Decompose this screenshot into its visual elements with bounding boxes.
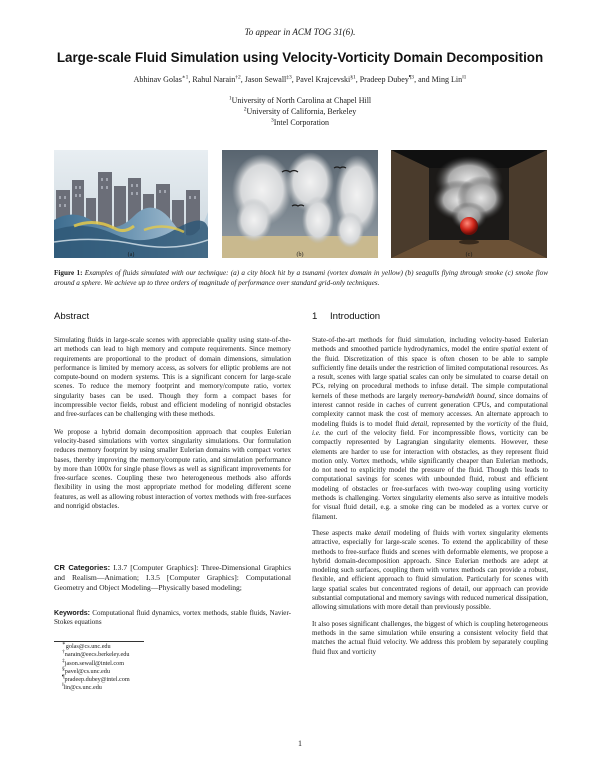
- affiliation-text: University of North Carolina at Chapel Hill: [231, 96, 372, 105]
- affiliation: [0, 107, 600, 116]
- introduction-body: [312, 336, 548, 657]
- author-mark: ‖1: [462, 74, 467, 81]
- cr-categories-text: I.3.7 [Computer Graphics]: Three-Dimensional Graphics and Realism—Animation; I.3.5 [Computer Graphics]: Computational Geometry and Object Modeling—Physically based modeling;: [54, 563, 291, 592]
- footnotes: [62, 640, 130, 693]
- keywords-label: Keywords:: [54, 610, 91, 617]
- abstract-paragraph-2: We propose a hybrid domain decomposition approach that couples Eulerian velocity-based simulations with vortex singularity simulations. Our formulation reduces memory footprint by using smaller Eulerian domains with compact vortex bases, thereby improving the memory/compute ratio, and simulation performance by more than 1000x for single phase flows as well as significant improvements for free-surface scenes. Coupling these two heterogeneous methods also affords flexibility in using the most appropriate method for modeling different scene features, as well as allowing robust interaction of vortex methods with free-surfaces and nonrigid obstacles.: [54, 427, 291, 511]
- footnote-mark: ‡: [62, 657, 65, 664]
- footnote-email: golas@cs.unc.edu: [65, 643, 111, 650]
- footnote-email: pradeep.dubey@intel.com: [64, 676, 130, 684]
- footnote: [62, 665, 130, 676]
- author: Pavel Krajcevski: [295, 75, 351, 84]
- page-number: 1: [298, 739, 302, 748]
- footnote-email: jason.sewall@intel.com: [64, 659, 125, 667]
- footnote-email: pavel@cs.unc.edu: [64, 667, 110, 675]
- author-mark: ¶3: [408, 74, 415, 81]
- affiliation: [0, 96, 600, 105]
- affiliation-mark: 3: [270, 117, 274, 124]
- author: Pradeep Dubey: [359, 75, 409, 84]
- author: Rahul Narain: [192, 75, 236, 84]
- affiliation-mark: 1: [228, 95, 232, 102]
- keywords: [54, 609, 291, 628]
- author-mark: ‡3: [286, 74, 292, 81]
- figure-panel-a-image: [54, 150, 208, 258]
- footnote-mark: †: [62, 649, 65, 656]
- author-mark: †2: [235, 74, 241, 81]
- figure-label-b: (b): [296, 252, 304, 258]
- cr-categories-label: CR Categories:: [54, 563, 111, 572]
- affiliation: [0, 118, 600, 127]
- footnote: [62, 657, 130, 668]
- footnote-divider: [54, 641, 144, 642]
- paper-title: Large-scale Fluid Simulation using Velocity-Vorticity Domain Decomposition: [56, 50, 544, 65]
- author-mark: §1: [350, 74, 356, 81]
- abstract-body: [54, 336, 291, 511]
- author: Ming Lin: [431, 75, 463, 84]
- abstract-paragraph-1: Simulating fluids in large-scale scenes with appreciable quality using state-of-the-art methods can lead to high memory and compute requirements. Since memory requirements are proportional to the product of domain dimensions, simulation performance is limited by memory access, as solvers for elliptic problems are not compute-bound on modern systems. This is a significant concern for large-scale scenes. To reduce the memory footprint and memory/compute ratio, vortex singularity bases can be used. Though they form a compact bases for incompressible vector fields, robust and efficient modeling of nonrigid obstacles and free-surfaces can be challenging with these methods.: [54, 336, 291, 419]
- footnote-mark: ‖: [62, 682, 64, 689]
- author-mark: ∗1: [181, 74, 189, 81]
- footnote-mark: §: [62, 665, 65, 672]
- figure-caption: [54, 268, 548, 289]
- footnote-email: lin@cs.unc.edu: [63, 684, 102, 692]
- cr-categories: [54, 563, 291, 593]
- affiliation-mark: 2: [243, 106, 247, 113]
- author: Jason Sewall: [244, 75, 287, 84]
- footnote-mark: ¶: [62, 674, 65, 681]
- footnote: [62, 651, 130, 659]
- footnote: [62, 684, 130, 692]
- figure-label-a: (a): [127, 252, 135, 258]
- introduction-paragraph-3: It also poses significant challenges, the biggest of which is coupling heterogeneous methods in the same simulation while ensuring a consistent velocity field that matches the actual fluid velocity. We address this problem by separately coupling fluid flux and vorticity: [312, 619, 548, 656]
- figure-panel-b-image: [222, 150, 378, 258]
- figure-caption-label: Figure 1:: [54, 269, 83, 277]
- introduction-heading: [312, 311, 380, 322]
- affiliation-text: Intel Corporation: [273, 118, 330, 127]
- section-number: 1: [312, 311, 318, 322]
- introduction-paragraph-1: State-of-the-art methods for fluid simulation, including velocity-based Eulerian methods and smoothed particle hydrodynamics, model the entire spatial extent of the fluid. Discretization of this space is often chosen to be able to sample sufficiently fine details under the restriction of limited computational resources. As a result, scenes with large spatial scales can only be simulated to coarse detail on PCs, relying on procedural methods to infuse detail. The simple computational kernels of these methods are largely memory-bandwidth bound, since domains of interest cannot reside in caches of current generation CPUs, and computational complexity cannot mask the cost of memory accesses. An alternate approach to modeling fluids is to model fluid detail, represented by the vorticity of the fluid, i.e. the curl of the velocity field. For incompressible flows, vorticity can be compactly represented by Lagrangian singularity elements. However, these elements are harder to use for interaction with obstacles, as they represent fluid motion only. Vortex methods, while significantly cheaper than Eulerian methods, do not need to explicitly model the pressure of the fluid. Though this leads to computational savings for scenes with unbounded fluid, robust and efficient modeling of obstacles or free-surfaces with two-way coupling using vorticity methods is challenging. Vortex singularity elements also serve as intuitive models for visual fluid detail, e.g. a smoke ring can be modeled as a vortex curve or filament.: [312, 336, 548, 521]
- author: Abhinav Golas: [133, 75, 182, 84]
- author-list: Abhinav Golas$^{∗1}$, Rahul Narain$^{\dagger 2}$, Jason Sewall$^{\ddagger 3}$, Pavel Krajcevski$^{\S 1}$, Pradeep Dubey$^{\P 3}$, and Ming Lin$^{‖1}$: [133, 74, 467, 84]
- figure-caption-text: Examples of fluids simulated with our technique: (a) a city block hit by a tsunami (vortex domain in yellow) (b) seagulls flying through smoke (c) smoke flow around a sphere. We achieve up to three orders of magnitude of performance over standard grid-only techniques.: [54, 269, 549, 288]
- abstract-heading: Abstract: [54, 311, 90, 322]
- footnote-email: narain@eecs.berkeley.edu: [64, 651, 130, 659]
- affiliation-text: University of California, Berkeley: [246, 107, 357, 116]
- section-title: Introduction: [330, 311, 381, 322]
- keywords-text: Computational fluid dynamics, vortex methods, stable fluids, Navier-Stokes equations: [54, 609, 291, 627]
- figure-panel-c-image: [391, 150, 547, 258]
- footnote-mark: ∗: [62, 640, 66, 647]
- figure-label-c: (c): [465, 252, 473, 258]
- journal-header: To appear in ACM TOG 31(6).: [244, 27, 356, 37]
- introduction-paragraph-2: These aspects make detail modeling of fluids with vortex singularity elements attractive, especially for large-scale scenes. To extend the applicability of these methods to free-surface fluids and scenes with deformable elements, we propose a hybrid domain-decomposition approach. Since Eulerian methods are adept at modeling such surfaces, coupling them with vortex methods can provide a robust, flexible, and efficient approach to fluid simulation. Particularly for scenes with large spatial scales but concentrated regions of detail, our approach can provide substantial computational and memory savings with reduced numerical dissipation, allowing simulations with more detail than previously possible.: [312, 528, 548, 612]
